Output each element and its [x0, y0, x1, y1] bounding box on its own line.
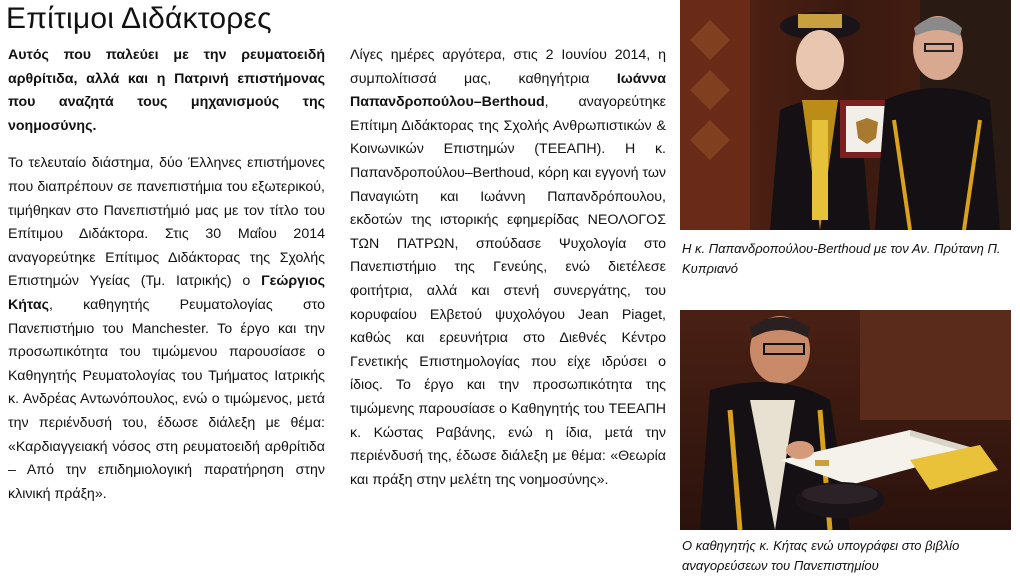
- text-segment: , αναγορεύτηκε Επίτιμη Διδάκτορας της Σχολής Ανθρωπιστικών & Κοινωνικών Επιστημών (ΤΕΕΑΠΗ). Η κ. Παπανδροπούλου–Berthoud, κόρη και εγγονή των Παναγιώτη και Ιωάννη Παπανδρόπουλου, εκδοτών της ιστορικής εφημερίδας ΝΕΟΛΟΓΟΣ ΤΩΝ ΠΑΤΡΩΝ, σπούδασε Ψυχολογία στο Πανεπιστήμιο της Γενεύης, ενώ διετέλεσε φοιτήτρια, αλλά και στενή συνεργάτης, του κορυφαίου Ελβετού ψυχολόγου Jean Piaget, καθώς και ερευνήτρια στο Διεθνές Κέντρο Γενετικής Επιστημολογίας που είχε ιδρύσει ο ίδιος. Το έργο και την προσωπικότητα της τιμώμενης παρουσίασε ο Καθηγητής του ΤΕΕΑΠΗ κ. Κώστας Ραβάνης, ενώ η ίδια, μετά την περιένδυσή της, έδωσε διάλεξη με θέμα: «Θεωρία και πράξη στην μελέτη της νοημοσύνης».: [350, 94, 666, 488]
- photo-berthoud-illustration: [680, 0, 1011, 230]
- honoree-name-kitas: Γεώργιος Κήτας: [8, 273, 325, 313]
- text-segment: Το τελευταίο διάστημα, δύο Έλληνες επιστήμονες που διαπρέπουν σε πανεπιστήμια του εξωτερικού, τιμήθηκαν στο Πανεπιστήμιό μας με τον τίτλο του Επίτιμου Διδάκτορα. Στις 30 Μαΐου 2014 αναγορεύτηκε Επίτιμος Διδάκτορας της Σχολής Επιστημών Υγείας (Τμ. Ιατρικής) ο: [8, 155, 325, 290]
- body-paragraph-kitas: [8, 152, 325, 506]
- photo-kitas-illustration: [680, 310, 1011, 530]
- honoree-name-berthoud: Ιωάννα Παπανδροπούλου–Berthoud: [350, 70, 666, 111]
- article-title: Επίτιμοι Διδάκτορες: [6, 2, 272, 35]
- body-paragraph-berthoud: [350, 44, 666, 492]
- photo-caption-berthoud: Η κ. Παπανδροπούλου-Berthoud με τον Αν. Πρύτανη Π. Κυπριανό: [682, 241, 1001, 276]
- column-left: [8, 44, 325, 520]
- photo-berthoud-ceremony: [680, 0, 1011, 230]
- text-segment: , καθηγητής Ρευματολογίας στο Πανεπιστήμιο του Manchester. Το έργο και την προσωπικότητα του τιμώμενου παρουσίασε ο Καθηγητής Ρευματολογίας του Τμήματος Ιατρικής κ. Ανδρέας Αντωνόπουλος, ενώ ο τιμώμενος, μετά την περιένδυσή του, έδωσε διάλεξη με θέμα: «Καρδιαγγειακή νόσος στη ρευματοειδή αρθρίτιδα – Από την επιδημιολογική παρατήρηση στην κλινική πράξη».: [8, 296, 325, 502]
- lead-paragraph: Αυτός που παλεύει με την ρευματοειδή αρθρίτιδα, αλλά και η Πατρινή επιστήμονας που αναζητά τους μηχανισμούς της νοημοσύνης.: [8, 47, 325, 134]
- text-segment: Λίγες ημέρες αργότερα, στις 2 Ιουνίου 2014, η συμπολίτισσά μας, καθηγήτρια: [350, 47, 666, 87]
- photo-kitas-signing: [680, 310, 1011, 530]
- photo-caption-kitas: Ο καθηγητής κ. Κήτας ενώ υπογράφει στο βιβλίο αναγορεύσεων του Πανεπιστημίου: [682, 538, 960, 573]
- column-middle: [350, 44, 666, 506]
